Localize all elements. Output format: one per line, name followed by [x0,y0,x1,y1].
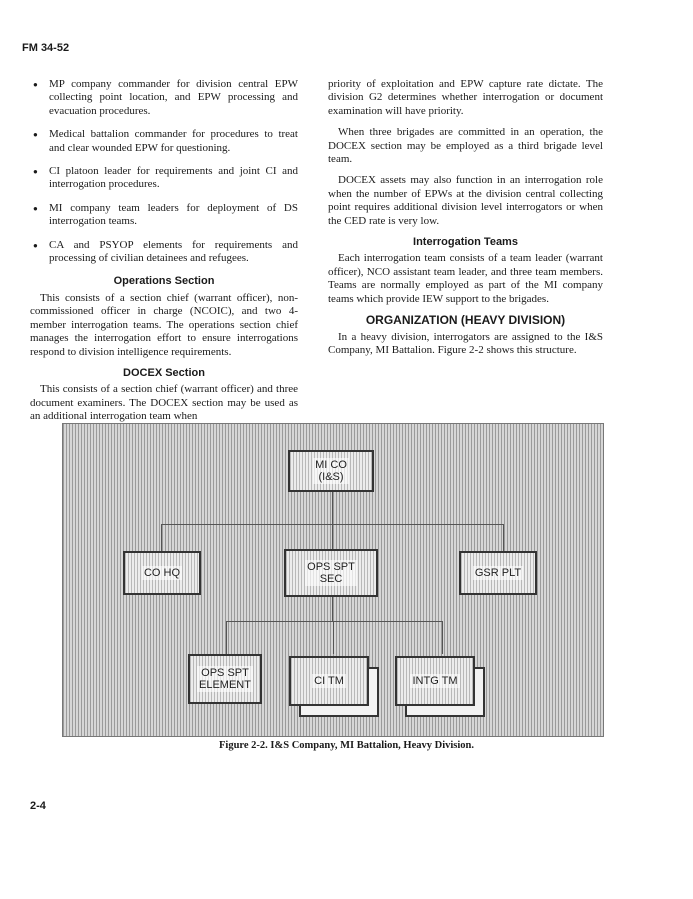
operations-section-heading: Operations Section [113,275,215,288]
bullet-item: ● Medical battalion commander for procedures to treat and clear wounded EPW for questioning. [30,128,298,155]
bullet-item: ● MP company commander for division central EPW collecting point location, and EPW processing and evacuation procedures. [30,78,298,118]
bullet-item: ● MI company team leaders for deployment of DS interrogation teams. [30,202,298,229]
paragraph: When three brigades are committed in an operation, the DOCEX section may be employed as a third brigade level team. [328,126,603,166]
paragraph: Each interrogation team consists of a team leader (warrant officer), NCO assistant team leader, and three team members. Teams are normally employed as part of the MI company teams which provide IEW support to the brigades. [328,252,603,305]
box-label: SEC [319,573,343,585]
co-hq-box [123,551,201,595]
right-column [328,78,603,365]
connector-line [226,621,227,654]
docex-section-text: This consists of a section chief (warrant officer) and three document examiners. The DOCEX section may be used as an additional interrogation team when [30,383,298,423]
bullet-item: ● CI platoon leader for requirements and joint CI and interrogation procedures. [30,165,298,192]
connector-line [332,524,333,549]
box-label: CO HQ [143,567,181,579]
connector-line [333,621,334,654]
box-label: MI CO [315,459,347,471]
paragraph: priority of exploitation and EPW capture rate dictate. The division G2 determines whether interrogation or document examination will have priority. [328,78,603,117]
connector-line [503,524,504,551]
connector-line [332,596,333,621]
figure-caption: Figure 2-2. I&S Company, MI Battalion, Heavy Division. [218,740,475,751]
page-number: 2-4 [30,800,46,812]
organization-heading: ORGANIZATION (HEAVY DIVISION) [365,313,566,328]
left-column [30,78,298,432]
box-label: OPS SPT [201,667,249,679]
docex-section-heading: DOCEX Section [123,366,205,379]
ops-spt-sec-box [284,549,378,597]
ops-spt-element-box [188,654,262,704]
bullet-item: ● CA and PSYOP elements for requirements and processing of civilian detainees and refugees. [30,239,298,266]
paragraph: DOCEX assets may also function in an interrogation role when the number of EPWs at the division central collecting point requires additional division level interrogators or when the CED rate is very low. [328,174,603,227]
connector-line [161,524,162,551]
ci-tm-box [289,656,369,706]
mi-co-box [288,450,374,492]
gsr-plt-box [459,551,537,595]
operations-section-text: This consists of a section chief (warrant officer), non-commissioned officer in charge (NCOIC), and two 4-member interrogation teams. The operations section chief manages the interrogation effort to ensure interrogations respond to division intelligence requirements. [30,291,298,358]
box-label: INTG TM [412,675,458,687]
paragraph: In a heavy division, interrogators are assigned to the I&S Company, MI Battalion. Figure 2-2 shows this structure. [328,330,603,356]
org-chart-figure [62,423,604,737]
manual-id: FM 34-52 [22,42,70,54]
connector-line [442,621,443,654]
intg-tm-box [395,656,475,706]
box-label: GSR PLT [474,567,522,579]
box-label: CI TM [314,675,344,687]
interrogation-teams-heading: Interrogation Teams [413,236,518,249]
connector-line [226,621,443,622]
connector-line [332,490,333,524]
box-label: (I&S) [318,471,344,483]
box-label: ELEMENT [199,679,251,691]
box-label: OPS SPT [307,561,355,573]
